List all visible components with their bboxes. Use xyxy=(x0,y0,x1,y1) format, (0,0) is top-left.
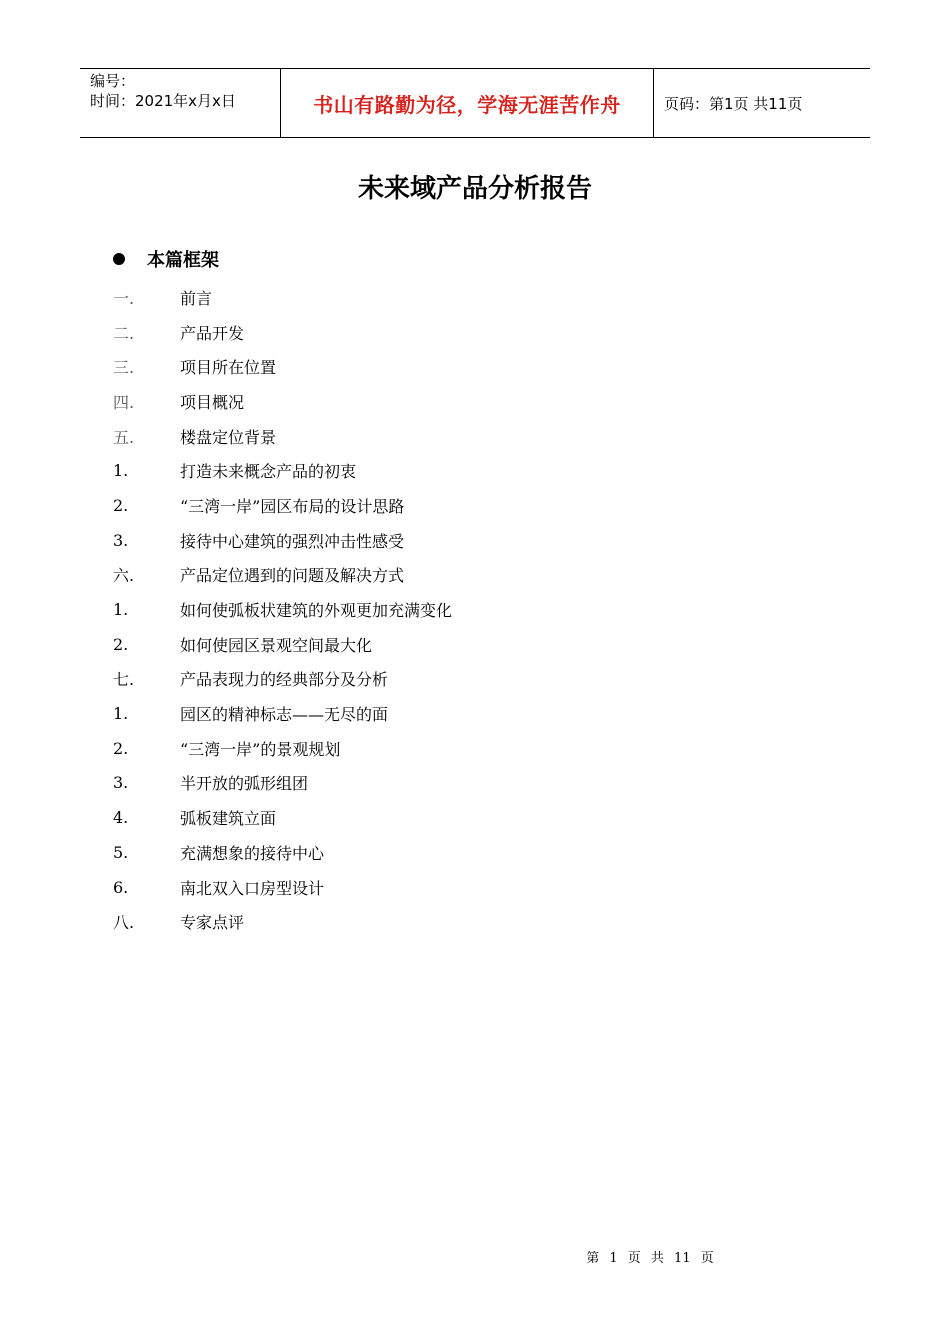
toc-item xyxy=(113,349,813,384)
toc-item-number: 七. xyxy=(113,670,135,690)
code-label: 编号： xyxy=(90,72,136,90)
toc-item-text: 南北双入口房型设计 xyxy=(180,878,325,898)
toc-item-number: 1. xyxy=(113,600,129,620)
toc-item-number: 一. xyxy=(113,288,135,308)
toc-item xyxy=(113,766,813,801)
header-meta-cell xyxy=(80,69,281,137)
toc-item xyxy=(113,488,813,523)
toc-item xyxy=(113,419,813,454)
toc-item-number: 2. xyxy=(113,738,129,758)
toc-item xyxy=(113,662,813,697)
toc-item-number: 六. xyxy=(113,566,135,586)
section-title: 本篇框架 xyxy=(147,250,219,271)
toc-item-text: “三湾一岸”的景观规划 xyxy=(180,739,341,759)
toc-item xyxy=(113,835,813,870)
toc-item-number: 6. xyxy=(113,877,129,897)
toc-item xyxy=(113,558,813,593)
toc-item-number: 3. xyxy=(113,530,129,550)
toc-item xyxy=(113,315,813,350)
toc-item-text: “三湾一岸”园区布局的设计思路 xyxy=(180,496,405,516)
toc-item-number: 4. xyxy=(113,808,129,828)
toc-item-text: 产品表现力的经典部分及分析 xyxy=(180,670,389,690)
toc-item xyxy=(113,696,813,731)
toc-item-text: 项目概况 xyxy=(180,392,245,412)
document-title: 未来域产品分析报告 xyxy=(357,174,592,204)
toc-item-number: 5. xyxy=(113,842,129,862)
toc-item-text: 园区的精神标志——无尽的面 xyxy=(180,705,389,725)
toc-item-text: 前言 xyxy=(180,288,213,308)
document-header xyxy=(80,68,870,138)
toc-item xyxy=(113,384,813,419)
toc-item-number: 1. xyxy=(113,461,129,481)
motto-text: 书山有路勤为径，学海无涯苦作舟 xyxy=(313,92,621,117)
header-page-cell xyxy=(654,69,870,137)
toc-item xyxy=(113,904,813,939)
toc-item xyxy=(113,453,813,488)
toc-item xyxy=(113,731,813,766)
time-label: 时间：2021年x月x日 xyxy=(90,92,236,110)
toc-item xyxy=(113,800,813,835)
toc-item-number: 2. xyxy=(113,634,129,654)
toc-item-number: 三. xyxy=(113,358,135,378)
toc-item-text: 如何使园区景观空间最大化 xyxy=(180,635,373,655)
toc-item-number: 五. xyxy=(113,427,135,447)
toc-item-text: 产品定位遇到的问题及解决方式 xyxy=(180,566,405,586)
header-motto-cell xyxy=(281,69,654,137)
toc-item-text: 弧板建筑立面 xyxy=(180,809,277,829)
toc-item-text: 接待中心建筑的强烈冲击性感受 xyxy=(180,531,405,551)
page-label: 页码：第1页 共11页 xyxy=(664,94,803,113)
toc-item xyxy=(113,870,813,905)
toc-item-text: 打造未来概念产品的初衷 xyxy=(180,462,357,482)
toc-item-text: 楼盘定位背景 xyxy=(180,427,277,447)
toc-item-number: 八. xyxy=(113,913,135,933)
toc-item-text: 充满想象的接待中心 xyxy=(180,843,325,863)
toc-item-number: 3. xyxy=(113,773,129,793)
toc-item xyxy=(113,627,813,662)
page-footer: 第 1 页 共 11 页 xyxy=(586,1251,714,1266)
toc-item xyxy=(113,280,813,315)
section-heading xyxy=(113,246,219,272)
bullet-icon xyxy=(113,253,125,265)
toc-item-text: 半开放的弧形组团 xyxy=(180,774,309,794)
toc-item-number: 二. xyxy=(113,323,135,343)
toc-item-number: 四. xyxy=(113,392,135,412)
toc-item-text: 项目所在位置 xyxy=(180,358,277,378)
toc-item xyxy=(113,592,813,627)
toc-item-text: 如何使弧板状建筑的外观更加充满变化 xyxy=(180,601,453,621)
toc-item-number: 2. xyxy=(113,495,129,515)
toc-item-text: 产品开发 xyxy=(180,323,245,343)
toc-item xyxy=(113,523,813,558)
toc-item-text: 专家点评 xyxy=(180,913,245,933)
table-of-contents xyxy=(113,280,813,939)
toc-item-number: 1. xyxy=(113,704,129,724)
